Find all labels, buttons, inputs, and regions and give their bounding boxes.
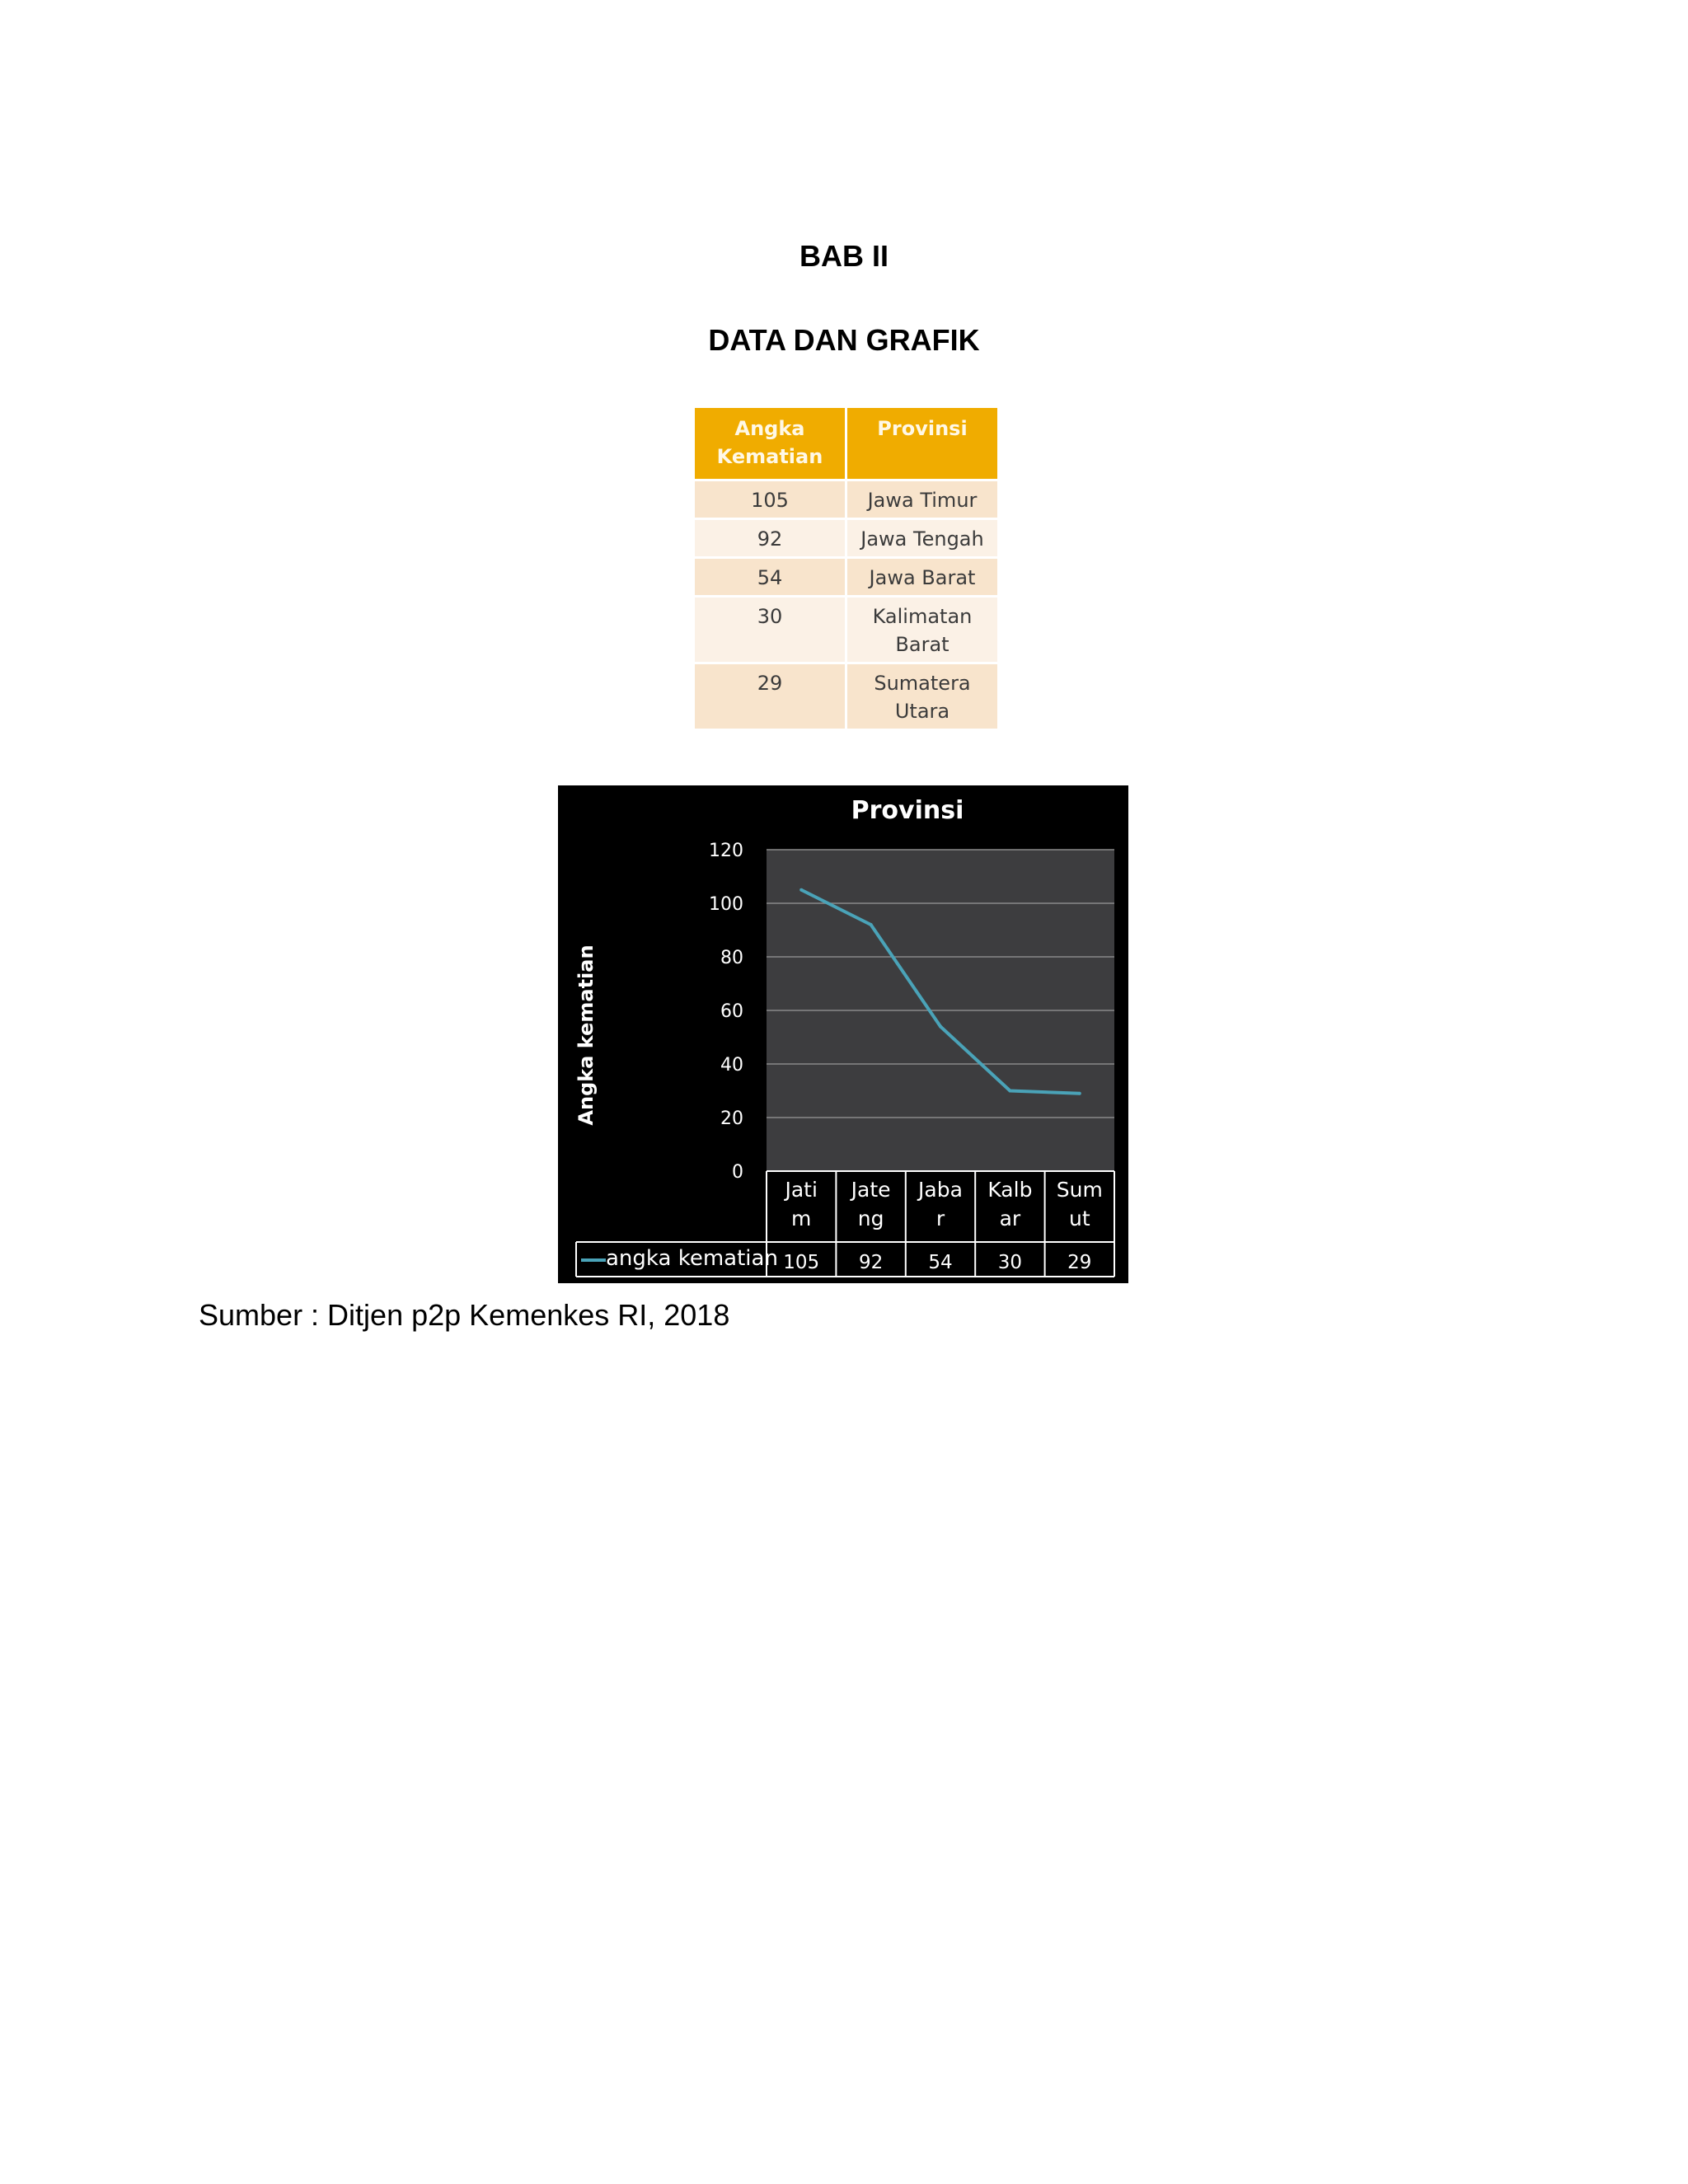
data-label: 92 — [858, 1252, 884, 1273]
table-row — [695, 663, 997, 729]
x-tick-label: ar — [999, 1207, 1021, 1230]
table-cell-province: Jawa Tengah — [846, 519, 998, 558]
data-label: 30 — [997, 1252, 1023, 1273]
table-cell-value: 92 — [695, 519, 846, 558]
data-table — [695, 408, 997, 729]
data-label: 29 — [1067, 1252, 1092, 1273]
data-point — [1008, 1090, 1011, 1093]
data-point — [939, 1025, 942, 1029]
data-label: 54 — [928, 1252, 953, 1273]
x-tick-label: Jati — [785, 1178, 818, 1202]
table-row — [695, 558, 997, 597]
source-caption: Sumber : Ditjen p2p Kemenkes RI, 2018 — [199, 1298, 730, 1332]
table-cell-value: 30 — [695, 597, 846, 663]
table-row — [695, 480, 997, 519]
y-tick-label: 0 — [732, 1162, 743, 1183]
table-cell-value: 105 — [695, 480, 846, 519]
x-tick-label: Kalb — [987, 1178, 1033, 1202]
table-row — [695, 519, 997, 558]
chapter-heading: BAB II — [799, 239, 889, 273]
header-provinsi: Provinsi — [846, 408, 998, 480]
table-row — [695, 597, 997, 663]
data-label: 105 — [783, 1252, 820, 1273]
y-tick-label: 80 — [720, 948, 743, 968]
header-angka-kematian: Angka Kematian — [695, 408, 846, 480]
x-tick-label: m — [791, 1207, 812, 1230]
table-cell-value: 54 — [695, 558, 846, 597]
y-tick-label: 60 — [720, 1001, 743, 1022]
y-tick-label: 100 — [709, 894, 743, 915]
x-tick-label: Sum — [1056, 1178, 1103, 1202]
y-tick-label: 20 — [720, 1108, 743, 1129]
table-cell-province: Jawa Timur — [846, 480, 998, 519]
table-cell-province: Jawa Barat — [846, 558, 998, 597]
legend-label: angka kematian — [606, 1246, 778, 1271]
y-tick-label: 40 — [720, 1055, 743, 1076]
data-point — [870, 923, 873, 926]
x-tick-label: Jaba — [918, 1178, 963, 1202]
data-point — [1078, 1092, 1081, 1095]
x-tick-label: ng — [857, 1207, 884, 1230]
x-tick-label: ut — [1068, 1207, 1090, 1230]
x-tick-label: r — [935, 1207, 945, 1230]
x-tick-label: Jate — [851, 1178, 891, 1202]
line-chart — [558, 785, 1128, 1283]
table-cell-value: 29 — [695, 663, 846, 729]
y-axis-label: Angka kematian — [574, 944, 598, 1126]
chart-title: Provinsi — [851, 796, 964, 825]
data-point — [799, 888, 803, 892]
y-tick-label: 120 — [709, 841, 743, 861]
table-cell-province: Sumatera Utara — [846, 663, 998, 729]
table-header-row — [695, 408, 997, 480]
table-cell-province: Kalimatan Barat — [846, 597, 998, 663]
section-title: DATA DAN GRAFIK — [708, 323, 980, 357]
